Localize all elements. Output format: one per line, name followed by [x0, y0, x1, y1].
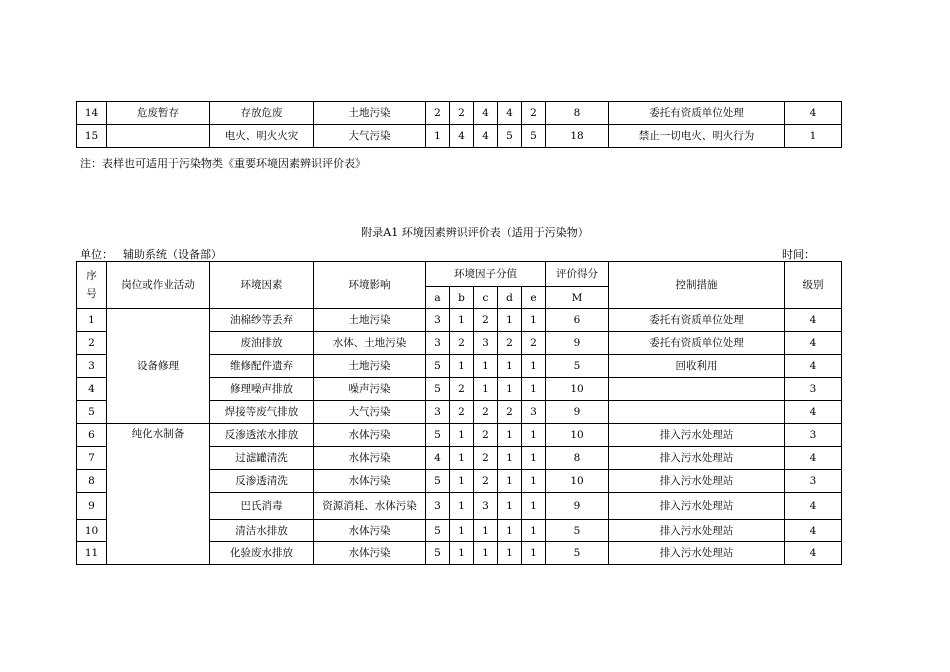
row-number: 9	[77, 493, 107, 520]
score-a: 5	[426, 520, 450, 542]
unit-label: 单位：	[80, 248, 113, 261]
score-e: 1	[522, 424, 546, 447]
measure-cell: 委托有资质单位处理	[609, 332, 785, 355]
measure-cell	[609, 401, 785, 424]
impact-cell: 大气污染	[314, 401, 426, 424]
score-c: 2	[474, 447, 498, 470]
measure-cell: 排入污水处理站	[609, 447, 785, 470]
header-factor-score: 环境因子分值	[426, 262, 546, 287]
factor-cell: 废油排放	[210, 332, 314, 355]
time-label: 时间：	[782, 248, 815, 261]
measure-cell: 排入污水处理站	[609, 424, 785, 447]
header-eval-score: 评价得分	[546, 262, 609, 287]
score-e: 1	[522, 542, 546, 565]
impact-cell: 水体污染	[314, 542, 426, 565]
factor-cell: 清洁水排放	[210, 520, 314, 542]
measure-cell: 委托有资质单位处理	[609, 309, 785, 332]
score-b: 1	[450, 493, 474, 520]
top-evaluation-table	[76, 101, 842, 148]
measure-cell: 回收利用	[609, 355, 785, 378]
group-equipment-repair: 设备修理	[107, 309, 210, 424]
activity-cell: 危废暂存	[107, 102, 210, 125]
impact-cell: 水体污染	[314, 447, 426, 470]
score-e: 1	[522, 520, 546, 542]
score-a: 3	[426, 401, 450, 424]
score-e: 2	[522, 102, 546, 125]
score-m: 8	[546, 447, 609, 470]
header-number-line2: 号	[86, 288, 97, 300]
score-b: 1	[450, 520, 474, 542]
row-number: 15	[77, 125, 107, 148]
factor-cell: 过滤罐清洗	[210, 447, 314, 470]
score-e: 3	[522, 401, 546, 424]
score-m: 10	[546, 424, 609, 447]
row-number: 6	[77, 424, 107, 447]
score-d: 1	[498, 378, 522, 401]
row-number: 5	[77, 401, 107, 424]
header-c: c	[474, 287, 498, 309]
score-b: 1	[450, 309, 474, 332]
level-cell: 4	[785, 401, 842, 424]
factor-cell: 焊接等废气排放	[210, 401, 314, 424]
score-c: 2	[474, 309, 498, 332]
score-m: 6	[546, 309, 609, 332]
score-d: 1	[498, 470, 522, 493]
table-note: 注：表样也可适用于污染物类《重要环境因素辨识评价表》	[80, 157, 366, 170]
score-m: 9	[546, 493, 609, 520]
factor-cell: 反渗透清洗	[210, 470, 314, 493]
factor-cell: 反渗透浓水排放	[210, 424, 314, 447]
score-a: 2	[426, 102, 450, 125]
score-d: 5	[498, 125, 522, 148]
score-e: 1	[522, 309, 546, 332]
score-c: 2	[474, 424, 498, 447]
header-number	[77, 262, 107, 309]
score-d: 1	[498, 520, 522, 542]
level-cell: 1	[785, 125, 842, 148]
impact-cell: 土地污染	[314, 102, 426, 125]
score-b: 1	[450, 470, 474, 493]
table-row	[77, 309, 842, 332]
score-a: 1	[426, 125, 450, 148]
level-cell: 3	[785, 424, 842, 447]
factor-cell: 化验废水排放	[210, 542, 314, 565]
unit-line	[80, 246, 222, 262]
score-c: 2	[474, 470, 498, 493]
factor-cell: 巴氏消毒	[210, 493, 314, 520]
score-m: 9	[546, 401, 609, 424]
header-d: d	[498, 287, 522, 309]
score-b: 2	[450, 332, 474, 355]
score-e: 1	[522, 447, 546, 470]
level-cell: 4	[785, 309, 842, 332]
row-number: 2	[77, 332, 107, 355]
factor-cell: 维修配件遗弃	[210, 355, 314, 378]
factor-cell: 修理噪声排放	[210, 378, 314, 401]
score-c: 1	[474, 520, 498, 542]
row-number: 7	[77, 447, 107, 470]
score-m: 5	[546, 542, 609, 565]
table-row	[77, 125, 842, 148]
factor-cell: 油棉纱等丢弃	[210, 309, 314, 332]
score-m: 9	[546, 332, 609, 355]
score-e: 5	[522, 125, 546, 148]
score-e: 1	[522, 355, 546, 378]
header-row	[77, 262, 842, 287]
measure-cell: 排入污水处理站	[609, 520, 785, 542]
impact-cell: 土地污染	[314, 309, 426, 332]
score-m: 10	[546, 470, 609, 493]
score-c: 1	[474, 378, 498, 401]
table-row	[77, 102, 842, 125]
score-e: 1	[522, 378, 546, 401]
score-d: 1	[498, 447, 522, 470]
level-cell: 4	[785, 332, 842, 355]
level-cell: 4	[785, 493, 842, 520]
row-number: 4	[77, 378, 107, 401]
score-m: 18	[546, 125, 609, 148]
score-a: 3	[426, 493, 450, 520]
header-e: e	[522, 287, 546, 309]
impact-cell: 大气污染	[314, 125, 426, 148]
table-row	[77, 424, 842, 447]
unit-value: 辅助系统（设备部）	[123, 248, 222, 261]
score-a: 4	[426, 447, 450, 470]
impact-cell: 资源消耗、水体污染	[314, 493, 426, 520]
measure-cell	[609, 378, 785, 401]
score-m: 8	[546, 102, 609, 125]
score-d: 1	[498, 355, 522, 378]
level-cell: 4	[785, 355, 842, 378]
score-d: 1	[498, 309, 522, 332]
score-e: 1	[522, 470, 546, 493]
header-impact: 环境影响	[314, 262, 426, 309]
score-d: 4	[498, 102, 522, 125]
impact-cell: 水体污染	[314, 470, 426, 493]
header-level: 级别	[785, 262, 842, 309]
factor-cell: 存放危废	[210, 102, 314, 125]
score-b: 2	[450, 401, 474, 424]
row-number: 1	[77, 309, 107, 332]
score-a: 3	[426, 332, 450, 355]
score-c: 1	[474, 355, 498, 378]
measure-cell: 禁止一切电火、明火行为	[609, 125, 785, 148]
score-a: 5	[426, 378, 450, 401]
impact-cell: 水体污染	[314, 520, 426, 542]
group-pure-water: 纯化水制备	[107, 424, 210, 565]
score-d: 2	[498, 332, 522, 355]
activity-cell	[107, 125, 210, 148]
level-cell: 4	[785, 542, 842, 565]
header-activity: 岗位或作业活动	[107, 262, 210, 309]
measure-cell: 排入污水处理站	[609, 470, 785, 493]
score-b: 2	[450, 102, 474, 125]
score-b: 2	[450, 378, 474, 401]
measure-cell: 排入污水处理站	[609, 542, 785, 565]
score-b: 1	[450, 447, 474, 470]
score-c: 4	[474, 102, 498, 125]
header-measure: 控制措施	[609, 262, 785, 309]
header-m: M	[546, 287, 609, 309]
row-number: 3	[77, 355, 107, 378]
score-c: 4	[474, 125, 498, 148]
page-title: 附录A1 环境因素辨识评价表（适用于污染物）	[361, 226, 589, 239]
impact-cell: 土地污染	[314, 355, 426, 378]
score-c: 1	[474, 542, 498, 565]
score-b: 1	[450, 542, 474, 565]
score-a: 5	[426, 355, 450, 378]
row-number: 8	[77, 470, 107, 493]
score-e: 2	[522, 332, 546, 355]
score-c: 2	[474, 401, 498, 424]
measure-cell: 委托有资质单位处理	[609, 102, 785, 125]
header-factor: 环境因素	[210, 262, 314, 309]
level-cell: 3	[785, 378, 842, 401]
header-number-line1: 序	[86, 270, 97, 282]
impact-cell: 噪声污染	[314, 378, 426, 401]
score-d: 2	[498, 401, 522, 424]
row-number: 14	[77, 102, 107, 125]
impact-cell: 水体污染	[314, 424, 426, 447]
score-m: 5	[546, 355, 609, 378]
score-a: 5	[426, 424, 450, 447]
score-a: 5	[426, 542, 450, 565]
row-number: 11	[77, 542, 107, 565]
row-number: 10	[77, 520, 107, 542]
level-cell: 3	[785, 470, 842, 493]
score-m: 5	[546, 520, 609, 542]
score-m: 10	[546, 378, 609, 401]
score-d: 1	[498, 424, 522, 447]
score-b: 1	[450, 355, 474, 378]
score-b: 4	[450, 125, 474, 148]
score-c: 3	[474, 493, 498, 520]
score-b: 1	[450, 424, 474, 447]
level-cell: 4	[785, 447, 842, 470]
factor-cell: 电火、明火火灾	[210, 125, 314, 148]
score-a: 3	[426, 309, 450, 332]
score-e: 1	[522, 493, 546, 520]
level-cell: 4	[785, 102, 842, 125]
score-d: 1	[498, 493, 522, 520]
evaluation-table	[76, 261, 842, 565]
score-d: 1	[498, 542, 522, 565]
score-a: 5	[426, 470, 450, 493]
score-c: 3	[474, 332, 498, 355]
impact-cell: 水体、土地污染	[314, 332, 426, 355]
header-a: a	[426, 287, 450, 309]
measure-cell: 排入污水处理站	[609, 493, 785, 520]
header-b: b	[450, 287, 474, 309]
level-cell: 4	[785, 520, 842, 542]
